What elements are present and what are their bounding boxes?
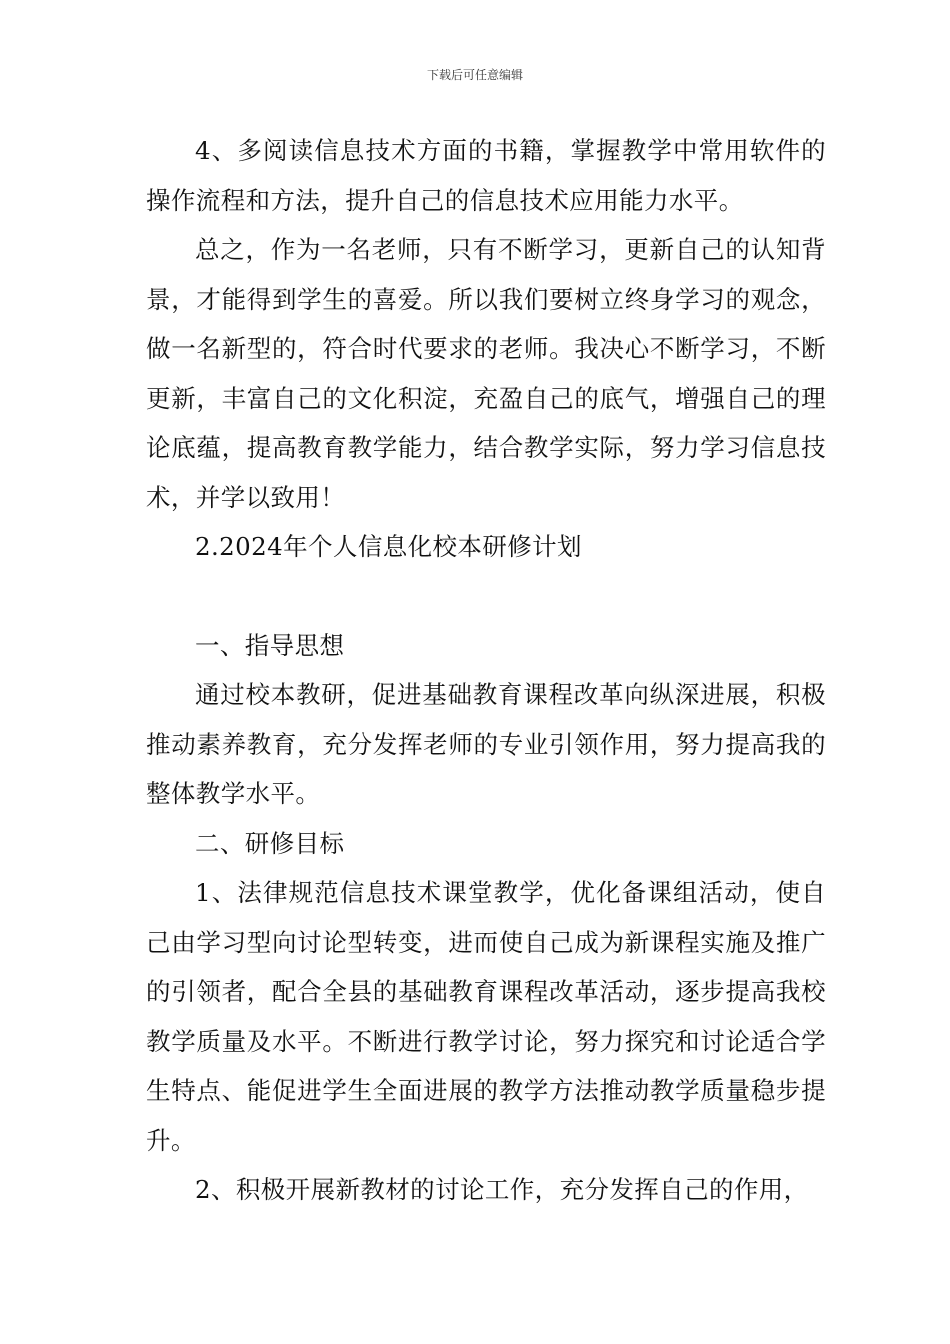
paragraph-goal-1: 1、法律规范信息技术课堂教学，优化备课组活动，使自己由学习型向讨论型转变，进而使自己成为新课程实施及推广的引领者，配合全县的基础教育课程改革活动，逐步提高我校教学质量及水平。不断进行教学讨论，努力探究和讨论适合学生特点、能促进学生全面进展的教学方法推动教学质量稳步提升。 — [146, 878, 826, 1155]
heading-research-goals: 二、研修目标 — [195, 828, 345, 858]
paragraph-guiding-idea: 通过校本教研，促进基础教育课程改革向纵深进展，积极推动素养教育，充分发挥老师的专业引领作用，努力提高我的整体教学水平。 — [146, 680, 826, 808]
page-header: 下载后可任意编辑 — [426, 68, 523, 82]
blank-line — [146, 572, 826, 621]
section-title-plan: 2.2024年个人信息化校本研修计划 — [195, 532, 582, 561]
paragraph-conclusion: 总之，作为一名老师，只有不断学习，更新自己的认知背景，才能得到学生的喜爱。所以我们要树立终身学习的观念，做一名新型的，符合时代要求的老师。我决心不断学习，不断更新，丰富自己的文化积淀，充盈自己的底气，增强自己的理论底蕴，提高教育教学能力，结合教学实际，努力学习信息技术，并学以致用！ — [146, 235, 826, 512]
paragraph-goal-2: 2、积极开展新教材的讨论工作，充分发挥自己的作用， — [195, 1175, 809, 1204]
document-body — [146, 126, 826, 1215]
heading-guiding-idea: 一、指导思想 — [195, 630, 345, 660]
paragraph-reading-books: 4、多阅读信息技术方面的书籍，掌握教学中常用软件的操作流程和方法，提升自己的信息技术应用能力水平。 — [146, 136, 826, 215]
